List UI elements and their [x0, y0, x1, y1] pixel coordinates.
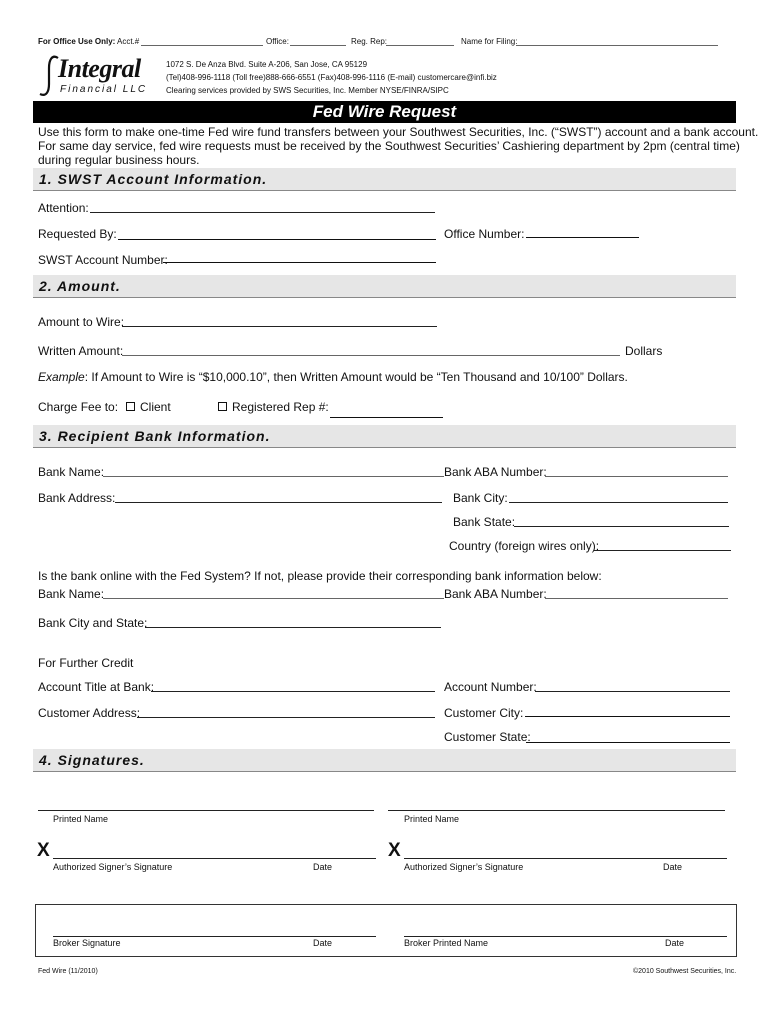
intro-line-1: Use this form to make one-time Fed wire fund transfers between your Southwest Securities, Inc. (“SWST”) account and a bank account. [38, 125, 759, 139]
customer-city-field[interactable] [525, 716, 730, 717]
office-number-field[interactable] [526, 237, 639, 238]
broker-printed-field[interactable] [404, 936, 727, 937]
printed-name-2-field[interactable] [388, 810, 725, 811]
footer-form-id: Fed Wire (11/2010) [38, 968, 98, 975]
date-2-label: Date [663, 862, 683, 872]
date-3-label: Date [313, 938, 333, 948]
written-amount-label: Written Amount: [38, 344, 124, 358]
bank-aba-2-label: Bank ABA Number: [444, 587, 547, 601]
written-amount-field[interactable] [122, 355, 620, 356]
title-bar [33, 101, 736, 123]
example-text [38, 370, 628, 384]
bank-city-field[interactable] [509, 502, 728, 503]
bank-state-label: Bank State: [453, 515, 516, 529]
date-1-label: Date [313, 862, 333, 872]
attention-label: Attention: [38, 201, 89, 215]
attention-field[interactable] [90, 212, 435, 213]
printed-name-1-field[interactable] [38, 810, 374, 811]
logo-brand: Integral [58, 54, 141, 83]
bank-aba-label: Bank ABA Number: [444, 465, 547, 479]
auth-signature-1-field[interactable] [53, 858, 376, 859]
country-field[interactable] [594, 550, 731, 551]
bank-city-state-label: Bank City and State: [38, 616, 148, 630]
registered-rep-field[interactable] [330, 417, 443, 418]
bank-state-field[interactable] [514, 526, 729, 527]
customer-address-field[interactable] [137, 717, 435, 718]
logo-sub: Financial LLC [60, 84, 148, 95]
section-3-title: 3. Recipient Bank Information. [39, 428, 271, 444]
fed-system-question: Is the bank online with the Fed System? If not, please provide their corresponding bank information below: [38, 569, 602, 583]
footer-copyright: ©2010 Southwest Securities, Inc. [633, 968, 737, 975]
broker-printed-label: Broker Printed Name [404, 938, 489, 948]
country-label: Country (foreign wires only): [449, 539, 600, 553]
company-phones: (Tel)408-996-1118 (Toll free)888-666-6551 (Fax)408-996-1116 (E-mail) customercare@infi.biz [166, 73, 497, 82]
client-option[interactable] [126, 400, 171, 414]
customer-address-label: Customer Address: [38, 706, 141, 720]
example-body: : If Amount to Wire is “$10,000.10”, then Written Amount would be “Ten Thousand and 10/100” Dollars. [84, 370, 628, 384]
date-4-label: Date [665, 938, 685, 948]
amount-to-wire-label: Amount to Wire: [38, 315, 125, 329]
further-credit-label: For Further Credit [38, 656, 134, 670]
section-1-title: 1. SWST Account Information. [39, 171, 268, 187]
auth-signature-1-label: Authorized Signer’s Signature [53, 862, 173, 872]
form-title: Fed Wire Request [312, 102, 457, 121]
charge-fee-label: Charge Fee to: [38, 400, 119, 414]
bank-address-label: Bank Address: [38, 491, 116, 505]
reg-rep-field[interactable] [386, 45, 454, 46]
auth-signature-2-label: Authorized Signer’s Signature [404, 862, 524, 872]
broker-signature-label: Broker Signature [53, 938, 121, 948]
section-2-title: 2. Amount. [39, 278, 121, 294]
section-4-header [33, 749, 736, 772]
printed-name-2-label: Printed Name [404, 814, 460, 824]
signature-x-2: X [388, 840, 401, 861]
office-label: Office: [266, 37, 289, 46]
name-for-filing-field[interactable] [516, 45, 718, 46]
bank-name-2-label: Bank Name: [38, 587, 105, 601]
bank-aba-2-field[interactable] [545, 598, 728, 599]
requested-by-field[interactable] [118, 239, 436, 240]
office-number-label: Office Number: [444, 227, 525, 241]
reg-rep-label: Reg. Rep: [351, 37, 388, 46]
acct-label: Acct.# [117, 37, 140, 46]
account-number-label: Account Number: [444, 680, 537, 694]
bank-aba-field[interactable] [545, 476, 728, 477]
customer-city-label: Customer City: [444, 706, 524, 720]
registered-rep-checkbox[interactable] [218, 402, 227, 411]
swst-account-field[interactable] [163, 262, 436, 263]
amount-to-wire-field[interactable] [122, 326, 437, 327]
broker-signature-field[interactable] [53, 936, 376, 937]
customer-state-label: Customer State: [444, 730, 531, 744]
intro-line-3: during regular business hours. [38, 153, 200, 167]
company-clearing: Clearing services provided by SWS Securities, Inc. Member NYSE/FINRA/SIPC [166, 86, 449, 95]
company-address: 1072 S. De Anza Blvd. Suite A-206, San Jose, CA 95129 [166, 60, 368, 69]
auth-signature-2-field[interactable] [404, 858, 727, 859]
printed-name-1-label: Printed Name [53, 814, 109, 824]
registered-rep-label: Registered Rep #: [232, 400, 329, 414]
intro-line-2: For same day service, fed wire requests must be received by the Southwest Securities’ Cashiering department by 2pm (central time) [38, 139, 740, 153]
signature-x-1: X [37, 840, 50, 861]
bank-name-2-field[interactable] [103, 598, 444, 599]
requested-by-label: Requested By: [38, 227, 117, 241]
section-2-header [33, 275, 736, 298]
bank-city-state-field[interactable] [145, 627, 441, 628]
bank-city-label: Bank City: [453, 491, 508, 505]
office-field[interactable] [290, 45, 346, 46]
client-label: Client [140, 400, 171, 414]
bank-name-label: Bank Name: [38, 465, 105, 479]
account-title-field[interactable] [151, 691, 435, 692]
account-title-label: Account Title at Bank: [38, 680, 155, 694]
section-4-title: 4. Signatures. [39, 752, 145, 768]
office-use-label: For Office Use Only: [38, 37, 116, 46]
name-for-filing-label: Name for Filing: [461, 37, 518, 46]
account-number-field[interactable] [535, 691, 730, 692]
acct-field[interactable] [141, 45, 263, 46]
section-1-header [33, 168, 736, 191]
bank-address-field[interactable] [115, 502, 442, 503]
registered-rep-option[interactable] [218, 400, 329, 414]
broker-box [35, 904, 737, 957]
dollars-label: Dollars [625, 344, 663, 358]
bank-name-field[interactable] [103, 476, 444, 477]
example-label: Example [38, 370, 85, 384]
swst-account-label: SWST Account Number: [38, 253, 168, 267]
client-checkbox[interactable] [126, 402, 135, 411]
customer-state-field[interactable] [526, 742, 730, 743]
section-3-header [33, 425, 736, 448]
